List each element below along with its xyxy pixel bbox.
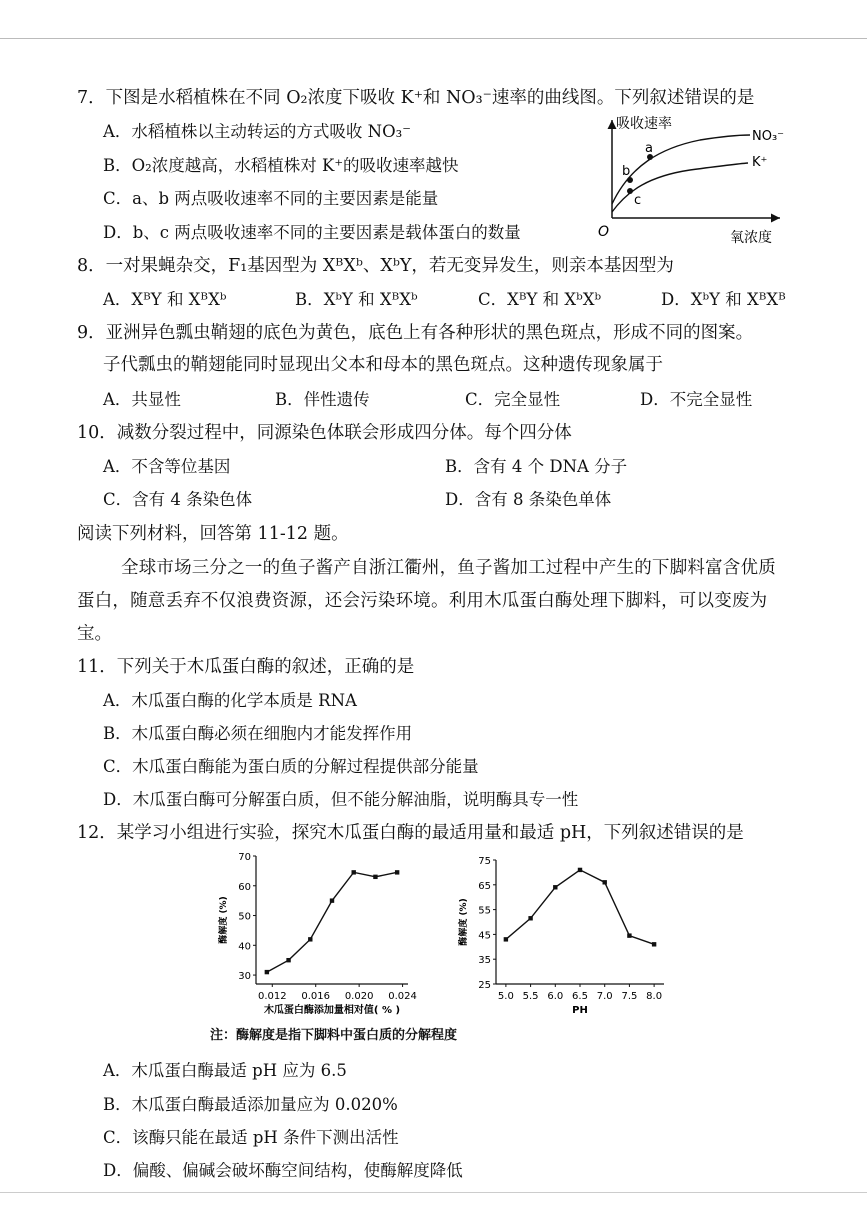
chart2-data-point bbox=[528, 916, 532, 920]
q12-option-a: A．木瓜蛋白酶最适 pH 应为 6.5 bbox=[103, 1061, 347, 1080]
chart2-data-point bbox=[652, 942, 656, 946]
chart1-data-point bbox=[265, 970, 269, 974]
chart2-xtick-label: 6.5 bbox=[572, 991, 588, 1002]
q9-option-a: A．共显性 bbox=[103, 390, 181, 409]
q7-stem: 7．下图是水稻植株在不同 O₂浓度下吸收 K⁺和 NO₃⁻速率的曲线图。下列叙述错误的是 bbox=[77, 88, 755, 108]
chart1-data-point bbox=[373, 875, 377, 879]
chart1-ytick-label: 70 bbox=[238, 852, 251, 863]
page-bottom-rule bbox=[0, 1192, 867, 1193]
chart1-xtick-label: 0.020 bbox=[344, 991, 374, 1002]
chart2-xlabel: PH bbox=[572, 1005, 588, 1016]
q8-option-c: C．XᴮY 和 XᵇXᵇ bbox=[478, 290, 602, 309]
chart2-xtick-label: 5.5 bbox=[522, 991, 539, 1002]
reading-line-1: 全球市场三分之一的鱼子酱产自浙江衢州，鱼子酱加工过程中产生的下脚料富含优质 bbox=[121, 558, 776, 578]
chart2-data-point bbox=[578, 868, 582, 872]
q11-stem: 11．下列关于木瓜蛋白酶的叙述，正确的是 bbox=[77, 657, 415, 677]
q11-option-c: C．木瓜蛋白酶能为蛋白质的分解过程提供部分能量 bbox=[103, 757, 479, 776]
chart1-ytick-label: 40 bbox=[238, 941, 251, 953]
q10-option-d: D．含有 8 条染色单体 bbox=[445, 490, 612, 509]
q12-note: 注：酶解度是指下脚料中蛋白质的分解程度 bbox=[210, 1028, 458, 1043]
q9-option-b: B．伴性遗传 bbox=[275, 390, 370, 409]
q12-option-b: B．木瓜蛋白酶最适添加量应为 0.020% bbox=[103, 1095, 398, 1114]
chart-ph bbox=[459, 848, 672, 1028]
chart2-ylabel: 酶解度 (%) bbox=[459, 898, 469, 946]
q10-option-c: C．含有 4 条染色体 bbox=[103, 490, 253, 509]
q11-option-d: D．木瓜蛋白酶可分解蛋白质，但不能分解油脂，说明酶具专一性 bbox=[103, 790, 579, 809]
chart2-ytick-label: 35 bbox=[478, 955, 491, 967]
q9-option-c: C．完全显性 bbox=[465, 390, 561, 409]
chart1-xtick-label: 0.012 bbox=[257, 991, 287, 1002]
chart1-data-point bbox=[308, 937, 312, 941]
q10-option-b: B．含有 4 个 DNA 分子 bbox=[445, 457, 628, 476]
q7-point-c-label: c bbox=[634, 193, 642, 208]
chart2-ytick-label: 65 bbox=[478, 880, 491, 892]
chart2-data-point bbox=[504, 937, 508, 941]
reading-intro: 阅读下列材料，回答第 11-12 题。 bbox=[77, 524, 349, 544]
q7-point-c bbox=[627, 188, 633, 194]
chart1-xtick-label: 0.016 bbox=[301, 991, 331, 1002]
q7-option-c: C．a、b 两点吸收速率不同的主要因素是能量 bbox=[103, 189, 439, 208]
q7-option-a: A．水稻植株以主动转运的方式吸收 NO₃⁻ bbox=[103, 122, 411, 141]
chart-dosage bbox=[218, 848, 418, 1018]
chart1-ytick-label: 60 bbox=[238, 881, 251, 893]
reading-line-3: 宝。 bbox=[77, 624, 112, 644]
q12-stem: 12．某学习小组进行实验，探究木瓜蛋白酶的最适用量和最适 pH，下列叙述错误的是 bbox=[77, 823, 744, 843]
chart2-series-line bbox=[506, 870, 654, 944]
chart2-xtick-label: 7.0 bbox=[596, 991, 613, 1002]
q7-absorption-figure bbox=[590, 108, 790, 246]
q8-option-b: B．XᵇY 和 XᴮXᵇ bbox=[295, 290, 418, 309]
chart1-data-point bbox=[395, 870, 399, 874]
q7-curve-no3 bbox=[612, 135, 750, 204]
q7-origin: O bbox=[598, 224, 610, 240]
chart1-data-point bbox=[330, 898, 334, 902]
q8-option-a: A．XᴮY 和 XᴮXᵇ bbox=[103, 290, 227, 309]
q9-option-d: D．不完全显性 bbox=[640, 390, 753, 409]
chart2-ytick-label: 75 bbox=[478, 856, 491, 867]
chart1-xlabel: 木瓜蛋白酶添加量相对值( % ) bbox=[263, 1005, 401, 1016]
chart1-data-point bbox=[352, 870, 356, 874]
q10-stem: 10．减数分裂过程中，同源染色体联会形成四分体。每个四分体 bbox=[77, 423, 572, 443]
chart1-ytick-label: 30 bbox=[238, 971, 251, 983]
chart1-ylabel: 酶解度 (%) bbox=[219, 896, 229, 944]
q9-stem-line2: 子代瓢虫的鞘翅能同时显现出父本和母本的黑色斑点。这种遗传现象属于 bbox=[103, 355, 663, 375]
q10-option-a: A．不含等位基因 bbox=[103, 457, 231, 476]
reading-line-2: 蛋白，随意丢弃不仅浪费资源，还会污染环境。利用木瓜蛋白酶处理下脚料，可以变废为 bbox=[77, 591, 768, 611]
chart1-xtick-label: 0.024 bbox=[388, 991, 417, 1002]
q9-stem-line1: 9．亚洲异色瓢虫鞘翅的底色为黄色，底色上有各种形状的黑色斑点，形成不同的图案。 bbox=[77, 323, 754, 343]
q7-curve-k-label: K⁺ bbox=[752, 155, 768, 170]
chart2-data-point bbox=[603, 880, 607, 884]
q12-option-c: C．该酶只能在最适 pH 条件下测出活性 bbox=[103, 1128, 399, 1147]
q7-option-b: B．O₂浓度越高，水稻植株对 K⁺的吸收速率越快 bbox=[103, 156, 459, 175]
q8-option-d: D．XᵇY 和 XᴮXᴮ bbox=[661, 290, 786, 309]
chart2-xtick-label: 7.5 bbox=[621, 991, 638, 1002]
chart1-data-point bbox=[286, 958, 290, 962]
chart1-series-line bbox=[267, 872, 397, 972]
q8-stem: 8．一对果蝇杂交，F₁基因型为 XᴮXᵇ、XᵇY，若无变异发生，则亲本基因型为 bbox=[77, 256, 674, 276]
q11-option-a: A．木瓜蛋白酶的化学本质是 RNA bbox=[103, 691, 357, 710]
q7-point-b-label: b bbox=[622, 164, 631, 179]
chart2-xtick-label: 6.0 bbox=[547, 991, 564, 1002]
q7-ylabel: 吸收速率 bbox=[616, 116, 672, 132]
page-top-rule bbox=[0, 38, 867, 39]
chart2-xtick-label: 5.0 bbox=[497, 991, 514, 1002]
chart2-data-point bbox=[553, 885, 557, 889]
q7-point-a-label: a bbox=[645, 141, 653, 156]
q7-xlabel: 氧浓度 bbox=[730, 230, 772, 246]
chart2-ytick-label: 55 bbox=[478, 905, 491, 917]
chart2-data-point bbox=[627, 933, 631, 937]
q7-option-d: D．b、c 两点吸收速率不同的主要因素是载体蛋白的数量 bbox=[103, 223, 521, 242]
chart2-xtick-label: 8.0 bbox=[646, 991, 663, 1002]
chart2-ytick-label: 45 bbox=[478, 930, 491, 942]
q7-curve-k bbox=[612, 163, 748, 212]
q12-option-d: D．偏酸、偏碱会破坏酶空间结构，使酶解度降低 bbox=[103, 1161, 463, 1180]
chart2-ytick-label: 25 bbox=[478, 980, 491, 991]
q7-curve-no3-label: NO₃⁻ bbox=[752, 129, 785, 144]
q11-option-b: B．木瓜蛋白酶必须在细胞内才能发挥作用 bbox=[103, 724, 413, 743]
chart1-ytick-label: 50 bbox=[238, 911, 251, 923]
